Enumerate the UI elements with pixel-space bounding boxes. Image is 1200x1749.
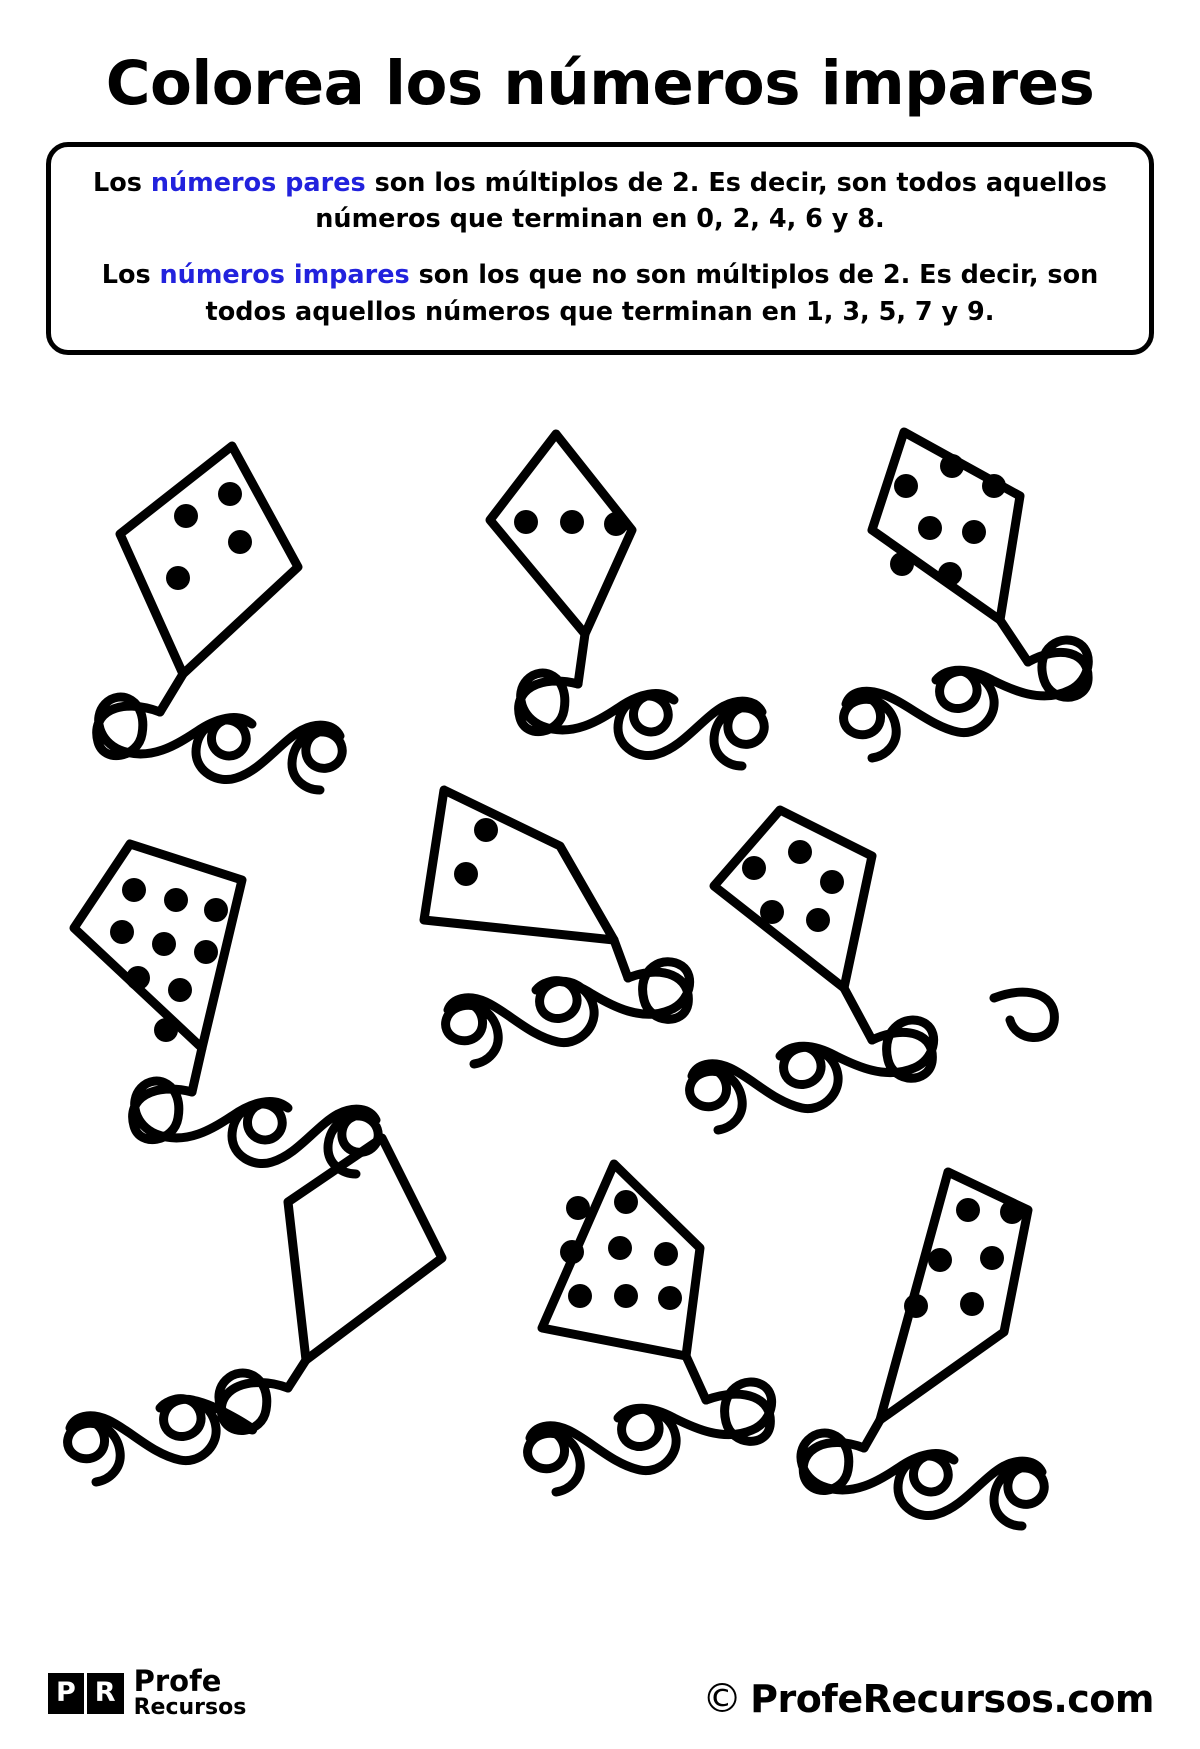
instructions-box — [46, 142, 1154, 355]
badge-letter-r: R — [87, 1673, 124, 1714]
worksheet-page — [0, 48, 1200, 1749]
kite-7 — [68, 1138, 442, 1482]
kite-1 — [97, 446, 343, 790]
page-footer — [0, 1655, 1200, 1725]
instruction-line-even — [75, 165, 1125, 237]
copyright-icon: © — [702, 1676, 743, 1722]
instruction-odd-before: Los — [101, 260, 160, 291]
kite-8 — [528, 1164, 772, 1492]
instruction-odd-highlight: números impares — [159, 260, 410, 291]
instruction-even-after: son los múltiplos de 2. Es decir, son todos aquellos números que terminan en 0, 2, 4, 6 y 8. — [315, 168, 1107, 235]
kite-3 — [844, 432, 1089, 758]
brand-logo — [48, 1664, 247, 1720]
brand-wordmark — [133, 1664, 247, 1720]
pr-badge-icon — [48, 1673, 124, 1714]
site-url-part1: Profe — [750, 1677, 863, 1721]
instruction-even-highlight: números pares — [150, 168, 366, 199]
instruction-line-odd — [75, 257, 1125, 329]
brand-name-line1: Profe — [133, 1664, 222, 1698]
kite-illustration-area — [0, 412, 1200, 1642]
instruction-even-before: Los — [93, 168, 151, 199]
site-url-part3: .com — [1053, 1677, 1154, 1721]
brand-name-line2: Recursos — [133, 1695, 247, 1720]
page-title: Colorea los números impares — [105, 48, 1095, 119]
badge-letter-p: P — [48, 1673, 84, 1714]
instruction-odd-after: son los que no son múltiplos de 2. Es decir, son todos aquellos números que terminan en 1, 3, 5, 7 y 9. — [205, 260, 1099, 327]
kites-svg — [0, 412, 1200, 1642]
kite-6 — [690, 810, 1055, 1130]
kite-5 — [424, 790, 690, 1064]
site-credit — [702, 1677, 1154, 1721]
site-url — [750, 1677, 1154, 1721]
kite-9 — [801, 1172, 1044, 1526]
kite-2 — [490, 434, 764, 766]
site-url-part2: Recursos — [862, 1677, 1054, 1721]
kite-4 — [74, 844, 378, 1174]
